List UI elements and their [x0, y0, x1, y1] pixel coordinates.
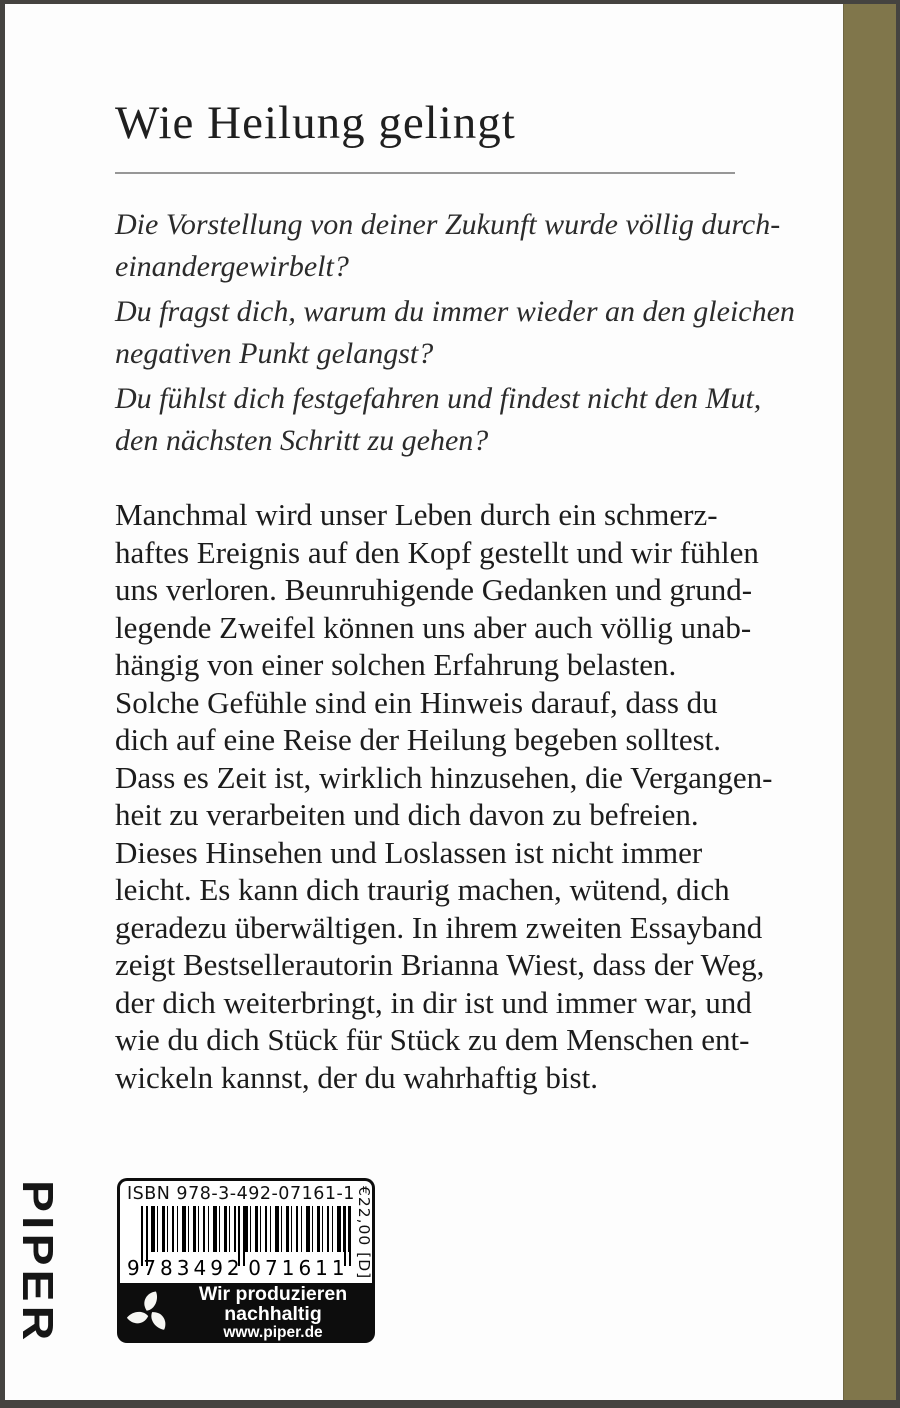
question-line: Du fragst dich, warum du immer wieder an den gleichen: [115, 295, 795, 328]
badge-line: Wir produzieren: [198, 1282, 348, 1305]
isbn-sticker: [117, 1178, 375, 1343]
question-paragraph: [115, 291, 795, 375]
barcode-area: [120, 1181, 355, 1284]
ean-barcode: [127, 1206, 355, 1282]
title-divider: [115, 172, 735, 174]
sustainability-badge: [117, 1283, 375, 1343]
publisher-url: www.piper.de: [223, 1324, 323, 1342]
blurb-paragraph: [115, 496, 772, 1096]
spine-strip: [843, 4, 896, 1400]
blurb-line: uns verloren. Beunruhigende Gedanken und grund-: [115, 572, 753, 607]
question-paragraph: [115, 204, 795, 288]
blurb-line: wickeln kannst, der du wahrhaftig bist.: [115, 1059, 598, 1095]
digit-group: 9: [127, 1256, 140, 1280]
price-label: €22,00 [D]: [354, 1185, 373, 1280]
blurb-line: hängig von einer solchen Erfahrung belasten.: [115, 647, 677, 682]
question-line: Du fühlst dich festgefahren und findest nicht den Mut,: [115, 382, 762, 415]
question-paragraph: [115, 378, 795, 462]
blurb-line: wie du dich Stück für Stück zu dem Menschen ent-: [115, 1022, 750, 1057]
blurb-line: Manchmal wird unser Leben durch ein schmerz-: [115, 497, 718, 532]
isbn-label: ISBN 978-3-492-07161-1: [127, 1184, 355, 1204]
question-line: negativen Punkt gelangst?: [115, 337, 434, 370]
digit-group: 783492: [143, 1256, 244, 1280]
blurb-line: leicht. Es kann dich traurig machen, wütend, dich: [115, 872, 730, 907]
page-title: Wie Heilung gelingt: [115, 97, 516, 149]
price-column: [355, 1181, 373, 1284]
digit-group: 071611: [248, 1256, 349, 1280]
blurb-line: Dass es Zeit ist, wirklich hinzusehen, die Vergangen-: [115, 759, 773, 795]
barcode-bars: [141, 1206, 351, 1252]
blurb-line: legende Zweifel können uns aber auch völlig unab-: [115, 609, 752, 645]
blurb-line: dich auf eine Reise der Heilung begeben solltest.: [115, 722, 722, 757]
blurb-line: Solche Gefühle sind ein Hinweis darauf, dass du: [115, 684, 718, 720]
blurb-line: zeigt Bestsellerautorin Brianna Wiest, dass der Weg,: [115, 947, 765, 982]
blurb-line: geradezu überwältigen. In ihrem zweiten Essayband: [115, 909, 763, 945]
blurb-line: der dich weiterbringt, in dir ist und immer war, und: [115, 984, 752, 1020]
blurb-line: Dieses Hinsehen und Loslassen ist nicht immer: [115, 834, 703, 870]
recycle-leaves-icon: [125, 1289, 173, 1337]
publisher-logo: PIPER: [13, 1180, 63, 1345]
barcode-digits: [127, 1256, 351, 1280]
blurb-line: haftes Ereignis auf den Kopf gestellt und wir fühlen: [115, 534, 759, 570]
question-line: einandergewirbelt?: [115, 250, 349, 283]
badge-text: [181, 1282, 365, 1342]
teaser-questions: [115, 204, 795, 465]
question-line: Die Vorstellung von deiner Zukunft wurde völlig durch-: [115, 208, 781, 241]
badge-line: nachhaltig: [224, 1302, 322, 1325]
question-line: den nächsten Schritt zu gehen?: [115, 424, 489, 457]
barcode-panel: [117, 1178, 375, 1284]
blurb-line: heit zu verarbeiten und dich davon zu befreien.: [115, 797, 699, 832]
